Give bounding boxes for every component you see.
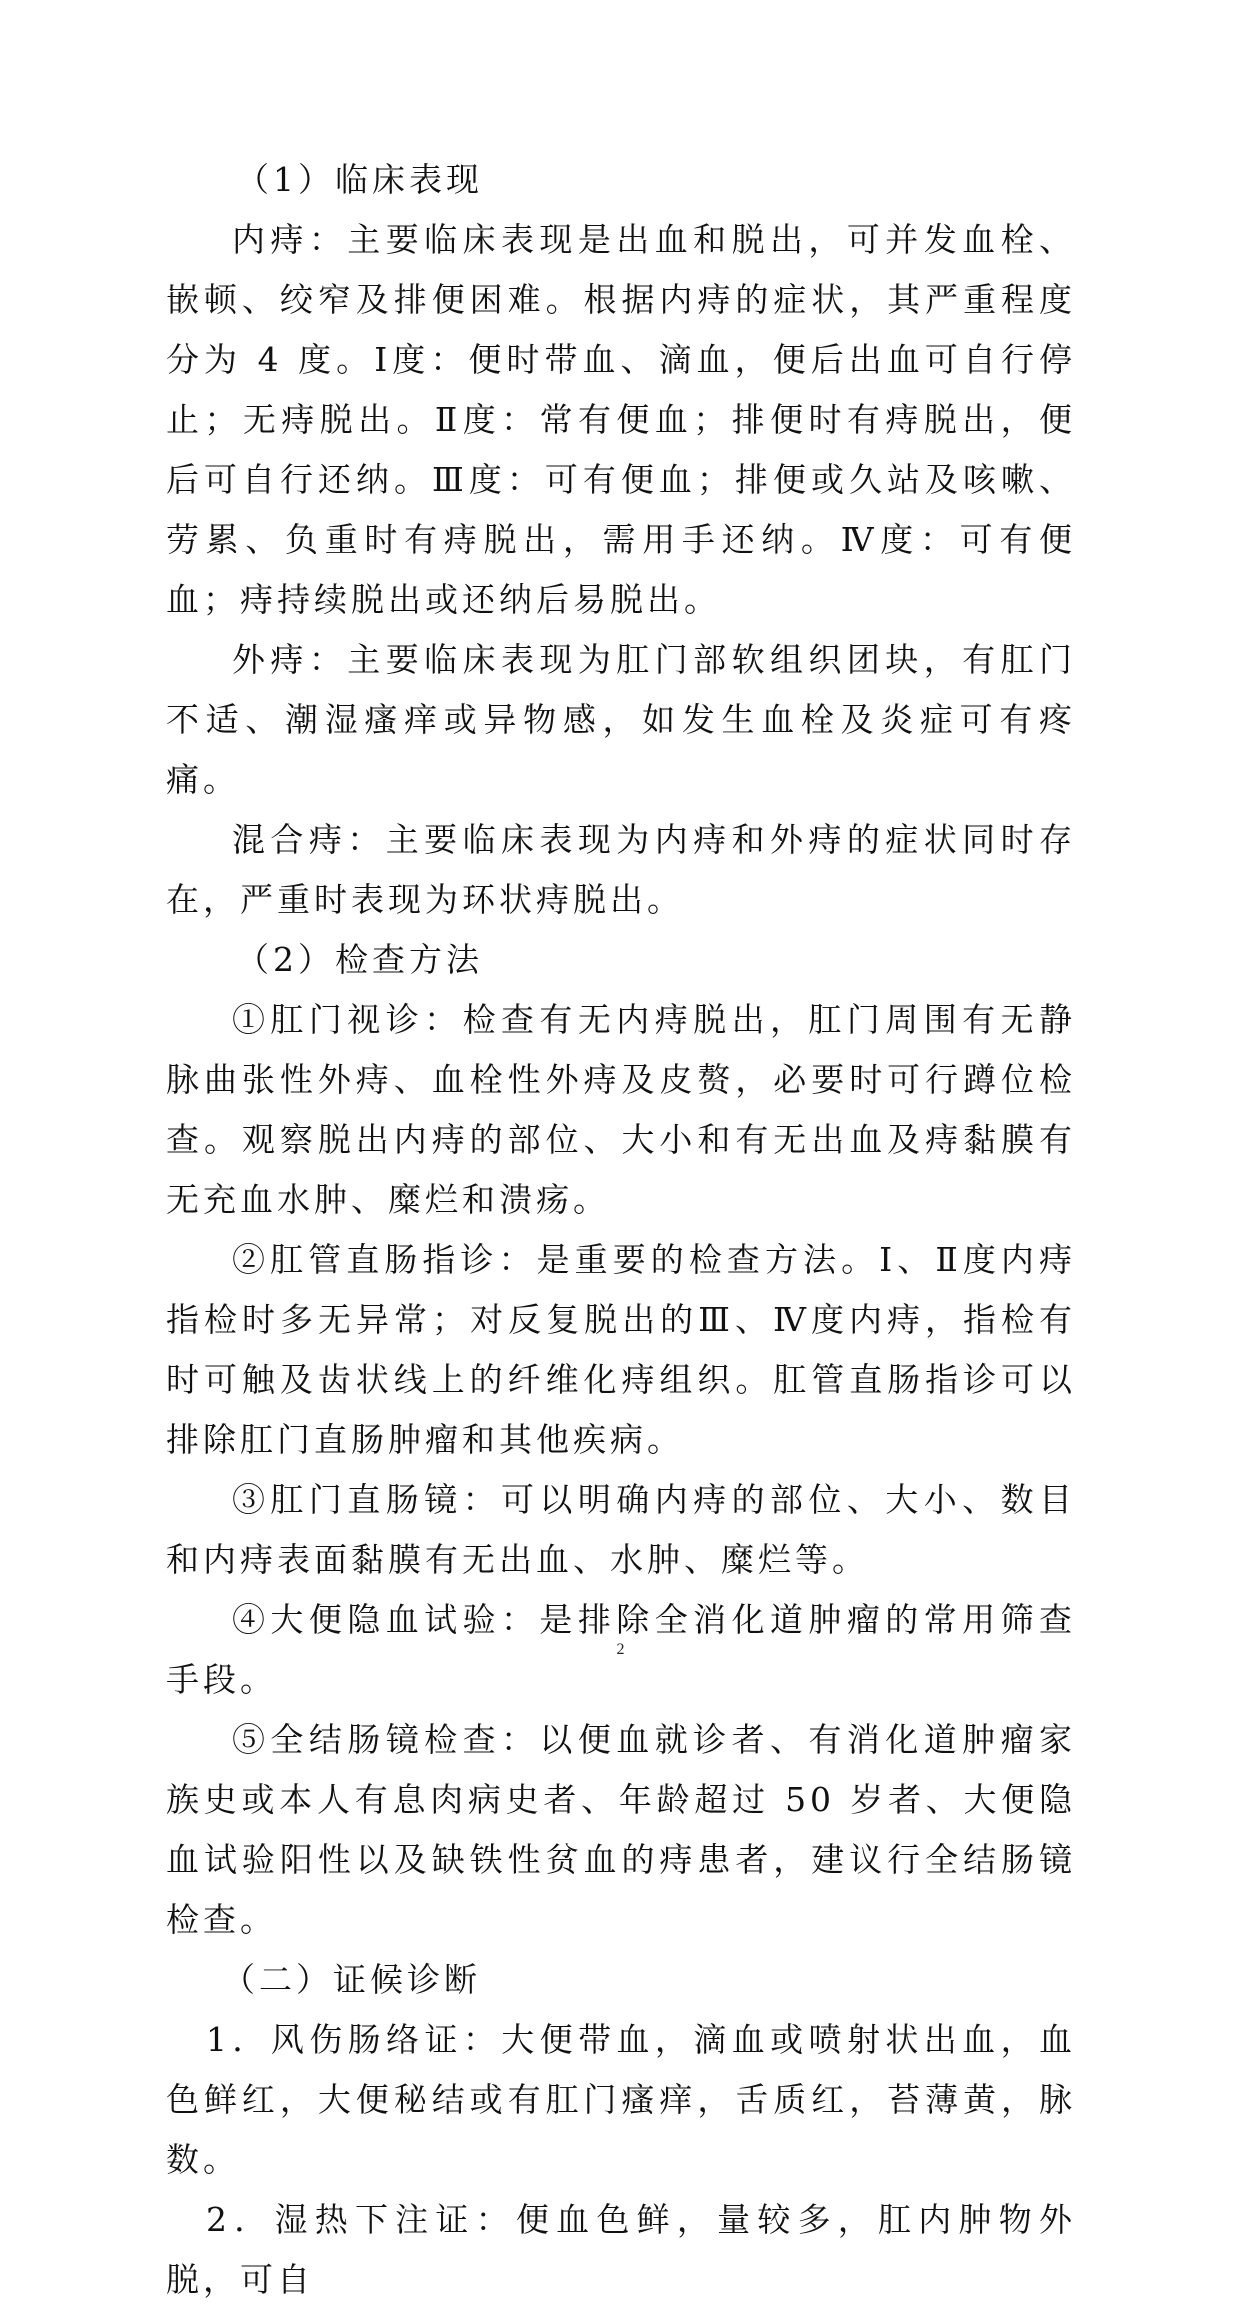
paragraph-mixed-hemorrhoids: 混合痔：主要临床表现为内痔和外痔的症状同时存在，严重时表现为环状痔脱出。 [166, 820, 1076, 919]
paragraph-internal-hemorrhoids: 内痔：主要临床表现是出血和脱出，可并发血栓、嵌顿、绞窄及排便困难。根据内痔的症状，其严重程度分为 4 度。Ⅰ度：便时带血、滴血，便后出血可自行停止；无痔脱出。Ⅱ度：常有便血；排便时有痔脱出，便后可自行还纳。Ⅲ度：可有便血；排便或久站及咳嗽、劳累、负重时有痔脱出，需用手还纳。Ⅳ度：可有便血；痔持续脱出或还纳后易脱出。 [166, 220, 1076, 619]
paragraph-anoscopy: ③肛门直肠镜：可以明确内痔的部位、大小、数目和内痔表面黏膜有无出血、水肿、糜烂等。 [166, 1480, 1076, 1579]
paragraph-syndrome-2: 2．湿热下注证：便血色鲜，量较多，肛内肿物外脱，可自 [166, 2200, 1076, 2299]
body-text [166, 150, 1076, 2310]
paragraph-colonoscopy: ⑤全结肠镜检查：以便血就诊者、有消化道肿瘤家族史或本人有息肉病史者、年龄超过 50 岁者、大便隐血试验阳性以及缺铁性贫血的痔患者，建议行全结肠镜检查。 [166, 1720, 1076, 1939]
paragraph-syndrome-1: 1．风伤肠络证：大便带血，滴血或喷射状出血，血色鲜红，大便秘结或有肛门瘙痒，舌质红，苔薄黄，脉数。 [166, 2020, 1076, 2179]
subheading-examination-methods: （2）检查方法 [236, 940, 483, 979]
paragraph-external-hemorrhoids: 外痔：主要临床表现为肛门部软组织团块，有肛门不适、潮湿瘙痒或异物感，如发生血栓及炎症可有疼痛。 [166, 640, 1076, 799]
paragraph-digital-exam: ②肛管直肠指诊：是重要的检查方法。Ⅰ、Ⅱ度内痔指检时多无异常；对反复脱出的Ⅲ、Ⅳ度内痔，指检有时可触及齿状线上的纤维化痔组织。肛管直肠指诊可以排除肛门直肠肿瘤和其他疾病。 [166, 1240, 1076, 1459]
heading-syndrome-diagnosis: （二）证候诊断 [222, 1960, 481, 1999]
page-number: 2 [616, 1641, 625, 1658]
subheading-clinical-manifestations: （1）临床表现 [236, 160, 483, 199]
paragraph-occult-blood-test: ④大便隐血试验：是排除全消化道肿瘤的常用筛查手段。 [166, 1600, 1076, 1699]
paragraph-anal-inspection: ①肛门视诊：检查有无内痔脱出，肛门周围有无静脉曲张性外痔、血栓性外痔及皮赘，必要时可行蹲位检查。观察脱出内痔的部位、大小和有无出血及痔黏膜有无充血水肿、糜烂和溃疡。 [166, 1000, 1076, 1219]
